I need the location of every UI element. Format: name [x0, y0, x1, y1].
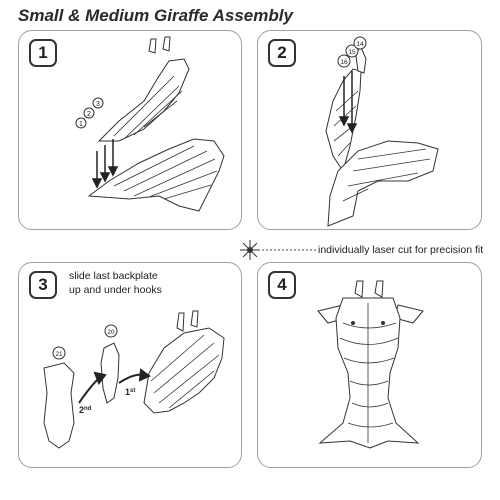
piece-label: 15 [348, 49, 356, 56]
step-2-illustration [258, 31, 483, 231]
arrow-order: 2 [79, 405, 85, 415]
piece-label: 2 [87, 111, 91, 118]
step-3-illustration [19, 263, 243, 469]
laser-note: individually laser cut for precision fit [318, 244, 484, 256]
step-1-illustration [19, 31, 243, 231]
step-number: 1 [29, 39, 57, 67]
piece-label: 20 [107, 329, 115, 336]
step-2-panel [257, 30, 482, 230]
step-number: 2 [268, 39, 296, 67]
step-number: 4 [268, 271, 296, 299]
step-4-panel [257, 262, 482, 468]
note-line: up and under hooks [69, 284, 162, 296]
arrow-order: 1 [125, 387, 131, 397]
piece-label: 1 [79, 121, 83, 128]
svg-text:2nd [79, 405, 92, 415]
step-number: 3 [29, 271, 57, 299]
piece-label: 21 [55, 351, 63, 358]
step-1-panel [18, 30, 242, 230]
laser-dashed-line [262, 247, 316, 253]
arrow-order-sup: nd [84, 406, 92, 412]
piece-label: 3 [96, 101, 100, 108]
piece-label: 16 [340, 59, 348, 66]
laser-icon [240, 240, 260, 260]
note-line: slide last backplate [69, 270, 158, 282]
page-title: Small & Medium Giraffe Assembly [18, 6, 293, 25]
step-4-illustration [258, 263, 483, 469]
arrow-order-sup: st [130, 388, 136, 394]
step-3-panel [18, 262, 242, 468]
svg-text:1st [125, 387, 135, 397]
piece-label: 14 [356, 41, 364, 48]
